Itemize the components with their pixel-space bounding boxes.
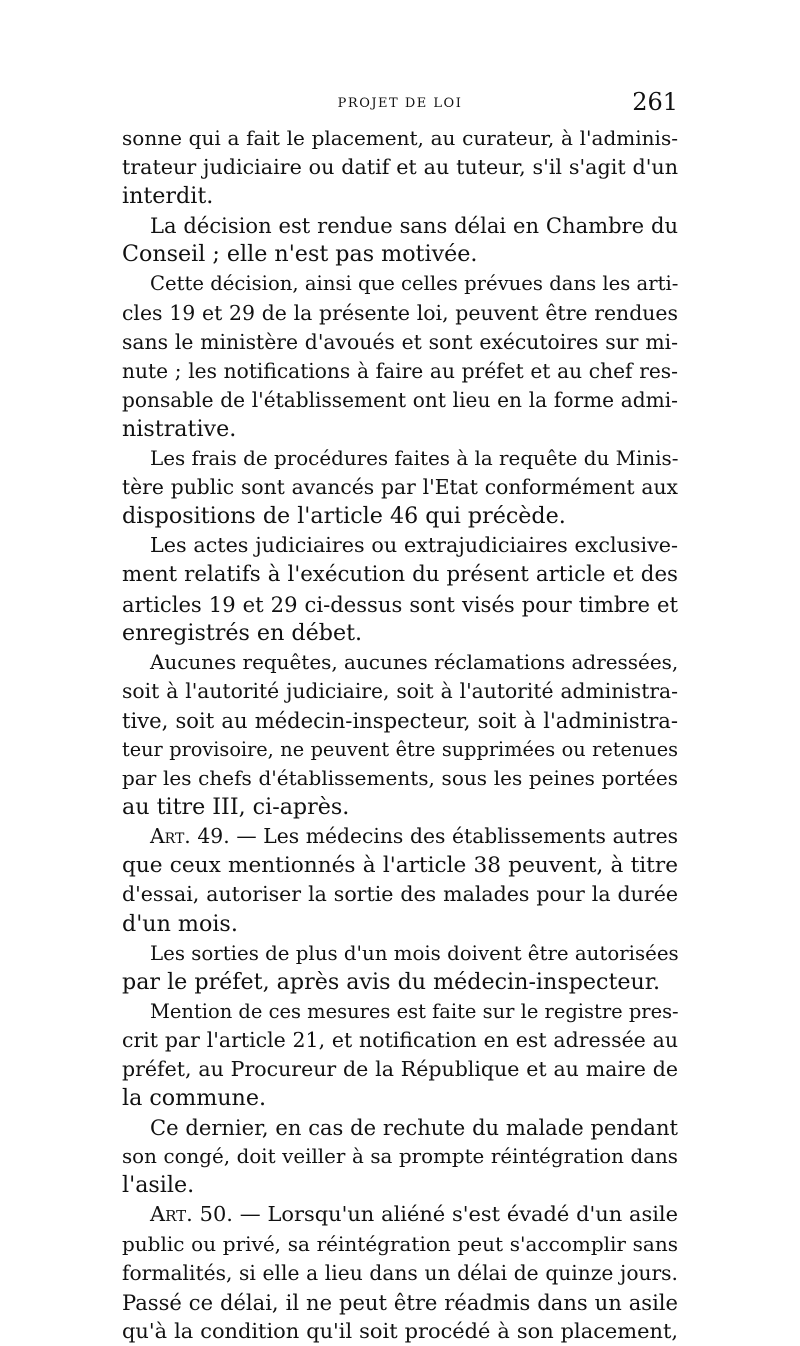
text-line: d'un mois. — [122, 910, 238, 937]
text-line: tère public sont avancés par l'Etat conformément aux — [122, 475, 678, 500]
text-line: tive, soit au médecin-inspecteur, soit à l'administra- — [122, 707, 678, 733]
article-label: Art. — [150, 824, 191, 849]
page-header — [122, 88, 678, 122]
text-line: Cette décision, ainsi que celles prévues dans les arti- — [150, 272, 679, 296]
text-line: interdit. — [122, 183, 214, 210]
text-line: dispositions de l'article 46 qui précède. — [122, 503, 566, 530]
text-line: la commune. — [122, 1085, 267, 1112]
text-line: d'essai, autoriser la sortie des malades pour la durée — [122, 882, 678, 907]
text-line: public ou privé, sa réintégration peut s'accomplir sans — [122, 1231, 678, 1256]
text-line: Mention de ces mesures est faite sur le registre pres- — [150, 999, 679, 1023]
text-line: enregistrés en débet. — [122, 619, 363, 646]
text-line: nute ; les notifications à faire au préfet et au chef res- — [122, 358, 678, 383]
article-50-line: Art. 50. — Lorsqu'un aliéné s'est évadé d'un asile — [150, 1202, 678, 1227]
page-number: 261 — [632, 88, 678, 116]
text-line: par les chefs d'établissements, sous les peines portées — [122, 766, 678, 791]
running-head: PROJET DE LOI — [337, 96, 463, 111]
text-line: au titre III, ci-après. — [122, 794, 350, 821]
text-line: ponsable de l'établissement ont lieu en la forme admi- — [122, 387, 678, 412]
article-49-line: Art. 49. — Les médecins des établissements autres — [150, 824, 678, 849]
text-line: par le préfet, après avis du médecin-inspecteur. — [122, 968, 661, 995]
text-line: sans le ministère d'avoués et sont exécutoires sur mi- — [122, 329, 678, 354]
text-line: La décision est rendue sans délai en Chambre du — [150, 213, 678, 239]
text-line: sonne qui a fait le placement, au curateur, à l'adminis- — [122, 126, 678, 150]
text-line: Les frais de procédures faites à la requête du Minis- — [150, 447, 679, 471]
text-line: articles 19 et 29 ci-dessus sont visés pour timbre et — [122, 591, 678, 617]
text-line: nistrative. — [122, 415, 237, 442]
text-line: soit à l'autorité judiciaire, soit à l'autorité administra- — [122, 678, 678, 703]
text-line: son congé, doit veiller à sa prompte réintégration dans — [122, 1145, 678, 1169]
text-line: Aucunes requêtes, aucunes réclamations adressées, — [150, 649, 679, 674]
text-line: préfet, au Procureur de la République et au maire de — [122, 1057, 678, 1081]
text-line: Les actes judiciaires ou extrajudiciaires exclusive- — [150, 533, 678, 558]
text-line: teur provisoire, ne peuvent être supprimées ou retenues — [122, 737, 678, 761]
text-line: Les sorties de plus d'un mois doivent être autorisées — [150, 941, 679, 965]
page-body — [122, 124, 678, 1346]
text-line: Passé ce délai, il ne peut être réadmis dans un asile — [122, 1289, 678, 1315]
text-line: cles 19 et 29 de la présente loi, peuvent être rendues — [122, 300, 678, 325]
text-line: trateur judiciaire ou datif et au tuteur, s'il s'agit d'un — [122, 155, 678, 180]
text-line: formalités, si elle a lieu dans un délai de quinze jours. — [122, 1260, 678, 1285]
text-line: qu'à la condition qu'il soit procédé à son placement, — [122, 1318, 678, 1343]
text-line: Ce dernier, en cas de rechute du malade pendant — [150, 1115, 678, 1141]
text-line: que ceux mentionnés à l'article 38 peuvent, à titre — [122, 853, 678, 879]
text-line: crit par l'article 21, et notification en est adressée au — [122, 1027, 678, 1052]
text-line: l'asile. — [122, 1172, 195, 1199]
text-line: ment relatifs à l'exécution du présent article et des — [122, 562, 678, 588]
text-line: Conseil ; elle n'est pas motivée. — [122, 241, 478, 268]
article-label: Art. — [150, 1202, 193, 1227]
